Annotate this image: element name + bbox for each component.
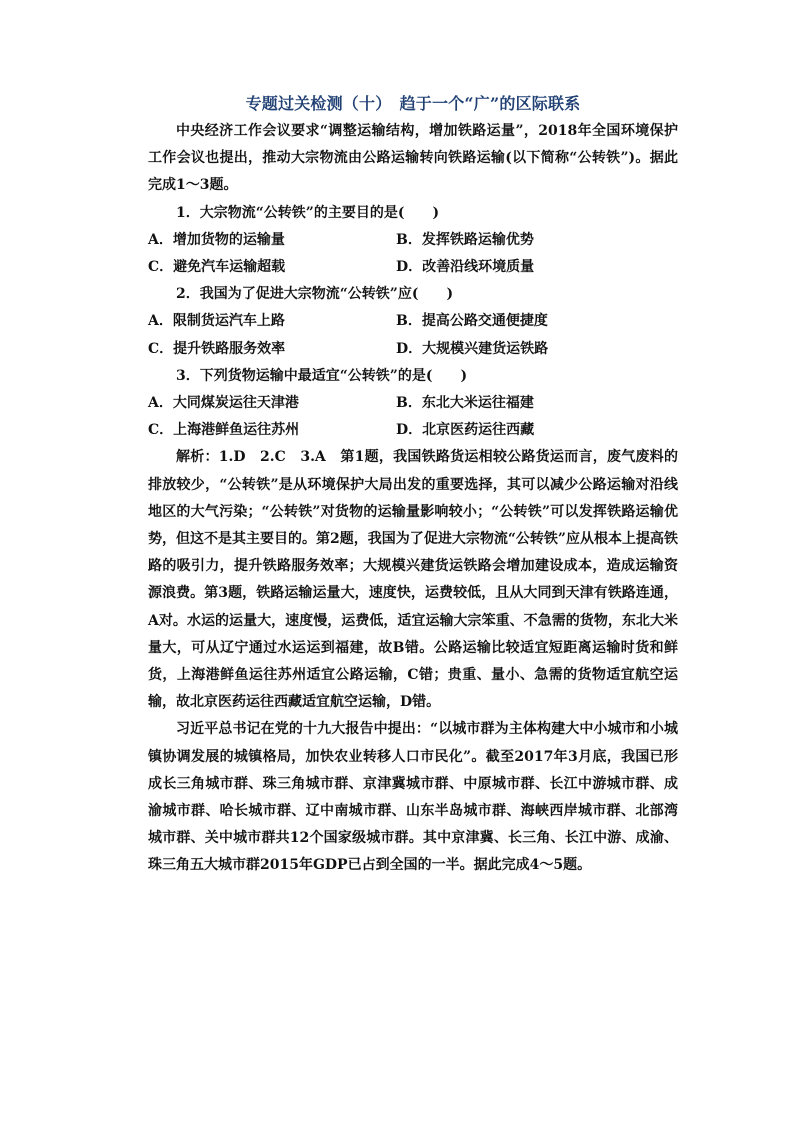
question-stem: 2．我国为了促进大宗物流“公转铁”应( ) xyxy=(176,286,454,303)
option-b: B．提高公路交通便捷度 xyxy=(396,313,548,330)
options-row xyxy=(148,254,678,281)
option-d: D．北京医药运往西藏 xyxy=(396,422,535,439)
options-row xyxy=(148,227,678,254)
document-title: 专题过关检测（十） 趋于一个“广”的区际联系 xyxy=(245,94,581,113)
option-d: D．改善沿线环境质量 xyxy=(396,259,535,276)
document-page xyxy=(148,92,678,880)
option-c: C．避免汽车运输超载 xyxy=(148,259,286,276)
options-row xyxy=(148,336,678,363)
option-c: C．上海港鲜鱼运往苏州 xyxy=(148,422,300,439)
option-a: A．限制货运汽车上路 xyxy=(148,313,285,330)
option-c: C．提升铁路服务效率 xyxy=(148,340,286,357)
option-a: A．增加货物的运输量 xyxy=(148,231,285,248)
question-1 xyxy=(148,200,678,282)
analysis-paragraph: 解析：1.D 2.C 3.A 第1题，我国铁路货运相较公路货运而言，废气废料的排放较少，“公转铁”是从环境保护大局出发的重要选择，其可以减少公路运输对沿线地区的大气污染；“公转铁”对货物的运输量影响较小；“公转铁”可以发挥铁路运输优势，但这不是其主要目的。第2题，我国为了促进大宗物流“公转铁”应从根本上提高铁路的吸引力，提升铁路服务效率；大规模兴建货运铁路会增加建设成本，造成运输资源浪费。第3题，铁路运输运量大，速度快，运费较低，且从大同到天津有铁路连通，A对。水运的运量大，速度慢，运费低，适宜运输大宗笨重、不急需的货物，东北大米量大，可从辽宁通过水运运到福建，故B错。公路运输比较适宜短距离运输时货和鲜货，上海港鲜鱼运往苏州适宜公路运输，C错；贵重、量小、急需的货物适宜航空运输，故北京医药运往西藏适宜航空运输，D错。 xyxy=(148,449,678,711)
option-a: A．大同煤炭运往天津港 xyxy=(148,395,299,412)
option-d: D．大规模兴建货运铁路 xyxy=(396,340,549,357)
options-row xyxy=(148,390,678,417)
option-b: B．发挥铁路运输优势 xyxy=(396,231,534,248)
question-2 xyxy=(148,281,678,363)
options-row xyxy=(148,417,678,444)
options-row xyxy=(148,308,678,335)
question-stem: 3．下列货物运输中最适宜“公转铁”的是( ) xyxy=(176,367,468,384)
passage-2-paragraph: 习近平总书记在党的十九大报告中提出：“以城市群为主体构建大中小城市和小城镇协调发展的城镇格局，加快农业转移人口市民化”。截至2017年3月底，我国已形成长三角城市群、珠三角城市群、京津冀城市群、中原城市群、长江中游城市群、成渝城市群、哈长城市群、辽中南城市群、山东半岛城市群、海峡西岸城市群、北部湾城市群、关中城市群共12个国家级城市群。其中京津冀、长三角、长江中游、成渝、珠三角五大城市群2015年GDP已占到全国的一半。据此完成4～5题。 xyxy=(148,721,678,874)
question-stem: 1．大宗物流“公转铁”的主要目的是( ) xyxy=(176,204,440,221)
intro-paragraph: 中央经济工作会议要求“调整运输结构，增加铁路运量”，2018年全国环境保护工作会议也提出，推动大宗物流由公路运输转向铁路运输(以下简称“公转铁”)。据此完成1～3题。 xyxy=(148,123,678,194)
option-b: B．东北大米运往福建 xyxy=(396,395,534,412)
question-3 xyxy=(148,363,678,445)
